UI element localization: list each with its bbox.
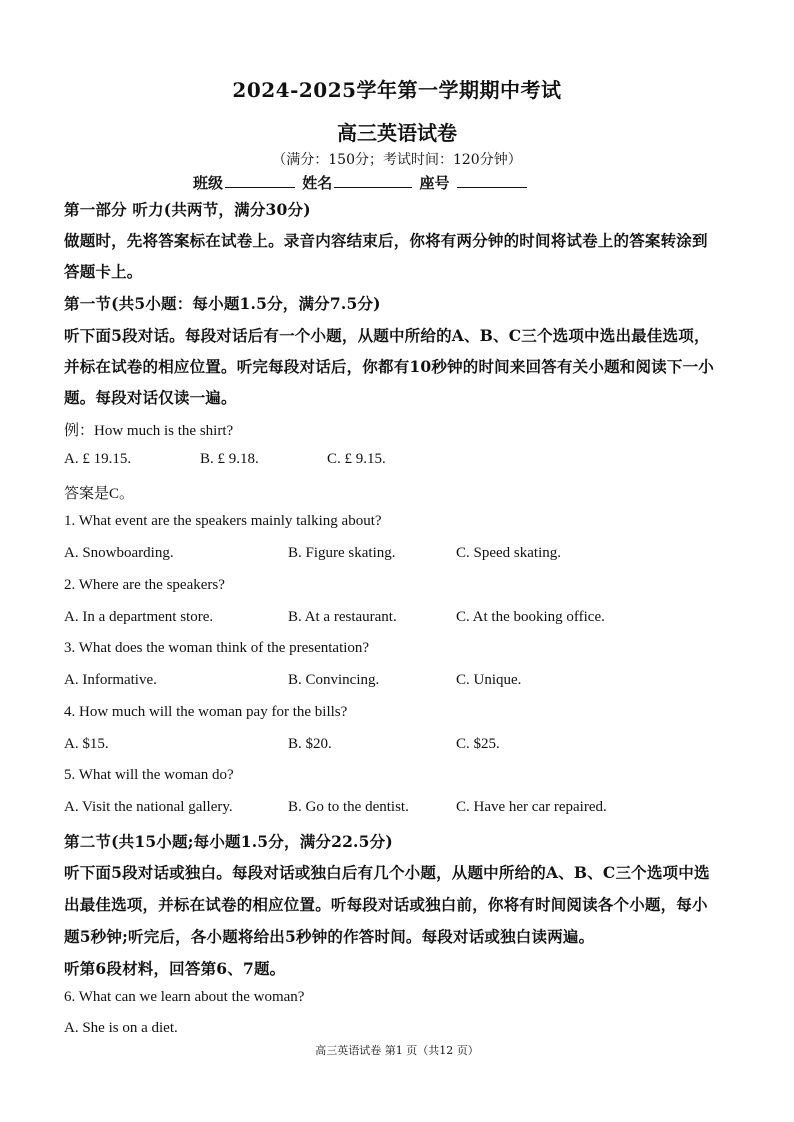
material-6-heading: 听第6段材料，回答第6、7题。 <box>64 959 286 978</box>
question-1-option-b: B. Figure skating. <box>288 545 396 561</box>
question-4-option-b: B. $20. <box>288 736 332 752</box>
student-id-line <box>193 172 529 193</box>
seat-blank <box>457 172 527 188</box>
name-label: 姓名 <box>302 174 333 192</box>
question-1-option-c: C. Speed skating. <box>456 545 561 561</box>
example-option-c: C. £ 9.15. <box>327 451 386 467</box>
question-3-option-a: A. Informative. <box>64 672 157 688</box>
example-option-b: B. £ 9.18. <box>200 451 259 467</box>
section1-heading: 第一节(共5小题：每小题1.5分，满分7.5分) <box>64 294 381 313</box>
question-4: 4. How much will the woman pay for the bills? <box>64 704 348 720</box>
question-6-option-a: A. She is on a diet. <box>64 1020 178 1036</box>
question-3-option-c: C. Unique. <box>456 672 522 688</box>
question-4-option-a: A. $15. <box>64 736 109 752</box>
exam-info: （满分：150分；考试时间：120分钟） <box>272 152 522 168</box>
class-blank <box>225 172 295 188</box>
question-5-option-a: A. Visit the national gallery. <box>64 799 233 815</box>
section2-instruction-1: 听下面5段对话或独白。每段对话或独白后有几个小题，从题中所给的A、B、C三个选项中选 <box>64 863 710 882</box>
question-2-option-c: C. At the booking office. <box>456 609 605 625</box>
part1-instruction-1: 做题时，先将答案标在试卷上。录音内容结束后，你将有两分钟的时间将试卷上的答案转涂到 <box>64 231 708 250</box>
question-3-option-b: B. Convincing. <box>288 672 380 688</box>
question-2-option-a: A. In a department store. <box>64 609 214 625</box>
question-5: 5. What will the woman do? <box>64 767 234 783</box>
name-blank <box>334 172 412 188</box>
section2-instruction-3: 题5秒钟;听完后，各小题将给出5秒钟的作答时间。每段对话或独白读两遍。 <box>64 927 595 946</box>
exam-title: 2024-2025学年第一学期期中考试 <box>232 78 562 102</box>
part1-instruction-2: 答题卡上。 <box>64 262 143 281</box>
question-2-option-b: B. At a restaurant. <box>288 609 397 625</box>
question-3: 3. What does the woman think of the presentation? <box>64 640 370 656</box>
part1-heading: 第一部分 听力(共两节，满分30分) <box>64 200 311 219</box>
question-6: 6. What can we learn about the woman? <box>64 989 305 1005</box>
section1-instruction-1: 听下面5段对话。每段对话后有一个小题，从题中所给的A、B、C三个选项中选出最佳选项， <box>64 326 710 345</box>
question-1-option-a: A. Snowboarding. <box>64 545 174 561</box>
class-label: 班级 <box>193 174 224 192</box>
seat-label: 座号 <box>419 174 450 192</box>
exam-subtitle: 高三英语试卷 <box>337 121 457 145</box>
section2-heading: 第二节(共15小题;每小题1.5分，满分22.5分) <box>64 832 393 851</box>
section2-instruction-2: 出最佳选项，并标在试卷的相应位置。听每段对话或独白前，你将有时间阅读各个小题，每小 <box>64 895 708 914</box>
question-1: 1. What event are the speakers mainly talking about? <box>64 513 382 529</box>
question-2: 2. Where are the speakers? <box>64 577 225 593</box>
example-question: 例：How much is the shirt? <box>64 423 234 439</box>
example-option-a: A. £ 19.15. <box>64 451 132 467</box>
section1-instruction-2: 并标在试卷的相应位置。听完每段对话后，你都有10秒钟的时间来回答有关小题和阅读下一小 <box>64 357 714 376</box>
section1-instruction-3: 题。每段对话仅读一遍。 <box>64 388 237 407</box>
question-5-option-c: C. Have her car repaired. <box>456 799 607 815</box>
question-4-option-c: C. $25. <box>456 736 500 752</box>
example-answer: 答案是C。 <box>64 486 135 502</box>
question-5-option-b: B. Go to the dentist. <box>288 799 409 815</box>
page-footer: 高三英语试卷 第1 页（共12 页） <box>315 1044 479 1057</box>
